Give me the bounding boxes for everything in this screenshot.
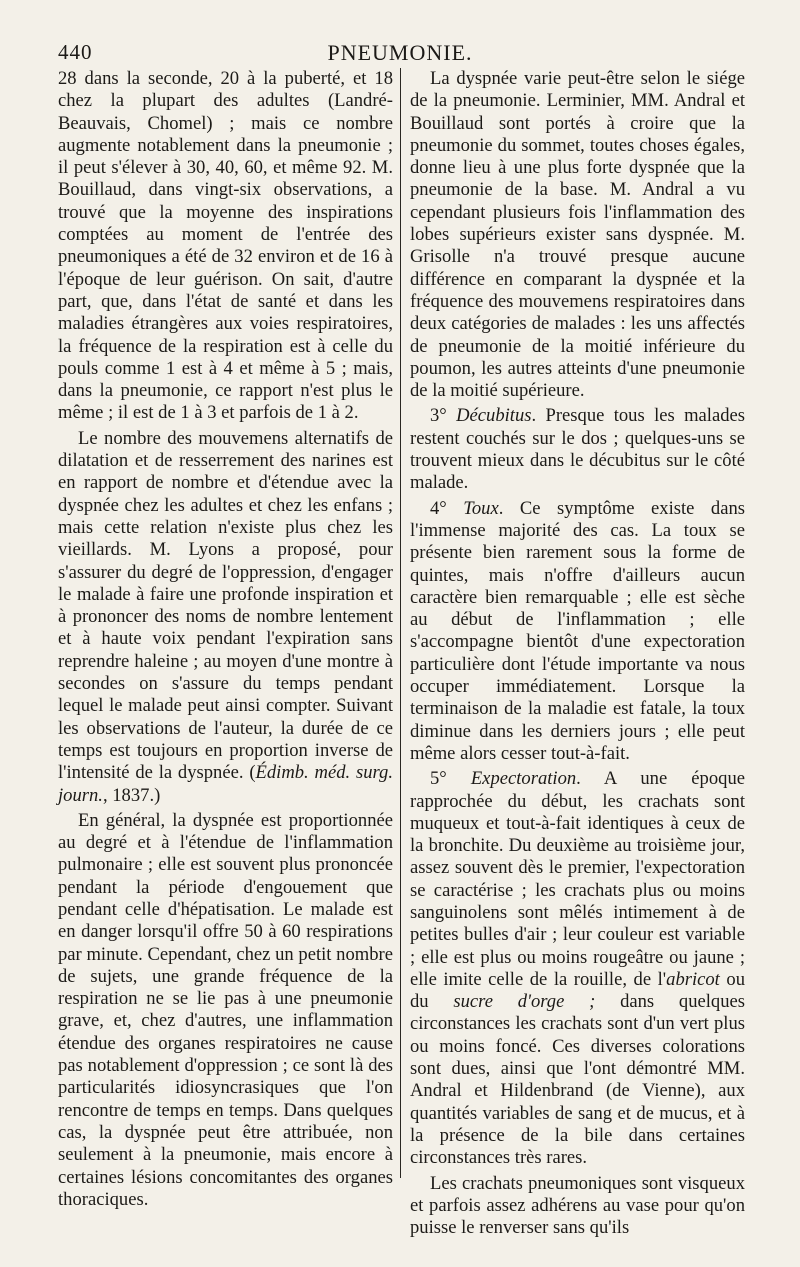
italic-term: abricot <box>666 968 720 990</box>
left-column <box>58 68 393 1214</box>
section-toux <box>410 498 745 766</box>
paragraph-text: . Ce symptôme existe dans l'immense majorité des cas. La toux se présente bien rarement sous la forme de quintes, mais n'offre d'ailleurs aucun caractère bien remarquable ; elle est sèche au début de l'inflammation ; elle s'accompagne bientôt d'une expectoration particulière dont l'étude importante va nous occuper immédiatement. Lorsque la terminaison de la maladie est fatale, la toux diminue dans les derniers jours ; elle peut même alors cesser tout-à-fait. <box>410 497 745 764</box>
paragraph-text: Le nombre des mouvemens alternatifs de dilatation et de resserrement des narines est en rapport de nombre et d'étendue avec la dyspnée chez les adultes et chez les enfans ; mais cette relation n'existe plus chez les vieillards. M. Lyons a proposé, pour s'assurer du degré de l'oppression, d'engager le malade à faire une profonde inspiration et à prononcer des noms de nombre lentement et à haute voix pendant l'expiration sans reprendre haleine ; au moyen d'une montre à secondes on s'assure du temps pendant lequel le malade peut ainsi compter. Suivant les observations de l'auteur, la durée de ce temps est toujours en proportion inverse de l'intensité de la dyspnée. ( <box>58 427 393 784</box>
section-heading: Expectoration <box>470 768 577 790</box>
citation-year: , 1837.) <box>102 784 161 806</box>
paragraph: 28 dans la seconde, 20 à la puberté, et 18 chez la plupart des adultes (Landré-Beauvais, Chomel) ; mais ce nombre augmente notablement dans la pneumonie ; il peut s'élever à 30, 40, 60, et même 92. M. Bouillaud, dans vingt-six observations, a trouvé que la moyenne des inspirations comptées au moment de l'entrée des pneumoniques a été de 32 environ et de 16 à l'époque de leur guérison. On sait, d'autre part, que, dans l'état de santé et dans les maladies étrangères aux voies respiratoires, la fréquence de la respiration est à celle du pouls comme 1 est à 4 et même à 5 ; mais, dans la pneumonie, ce rapport n'est plus le même ; il est de 1 à 3 et parfois de 1 à 2. <box>58 68 393 424</box>
section-expectoration <box>410 768 745 1169</box>
paragraph-text: dans quelques circonstances les crachats sont d'un vert plus ou moins foncé. Ces diverses colorations sont dues, ainsi que l'ont démontré MM. Andral et Hildenbrand (de Vienne), aux quantités variables de sang et de mucus, et à la présence de la bile dans certaines circonstances très rares. <box>410 991 745 1169</box>
book-page <box>56 40 744 1240</box>
section-heading: Toux <box>463 497 499 519</box>
section-number: 4° <box>430 497 464 519</box>
italic-term: sucre d'orge ; <box>453 991 596 1013</box>
right-column <box>410 68 745 1242</box>
citation: Édimb. méd. surg. journ. <box>58 762 393 806</box>
paragraph-text: . A une époque rapprochée du début, les crachats sont muqueux et tout-à-fait identiques à ceux de la bronchite. Du deuxième au troisième jour, assez souvent dès le premier, l'expectoration se caractérise ; les crachats plus ou moins sanguinolens sont mêlés intimement à de petites bulles d'air ; leur couleur est variable ; elle est plus ou moins rougeâtre ou jaune ; elle imite celle de la rouille, de l' <box>410 768 745 990</box>
page-header <box>56 40 744 68</box>
paragraph-text: ou du <box>410 968 745 1013</box>
text-columns <box>56 68 745 1239</box>
paragraph: Les crachats pneumoniques sont visqueux et parfois assez adhérens au vase pour qu'on puisse le renverser sans qu'ils <box>410 1172 745 1239</box>
running-title: PNEUMONIE. <box>327 40 473 65</box>
page-number: 440 <box>58 40 93 64</box>
paragraph: La dyspnée varie peut-être selon le siége de la pneumonie. Lerminier, MM. Andral et Bouillaud sont portés à croire que la pneumonie du sommet, toutes choses égales, donne lieu à une plus forte dyspnée que la pneumonie de la base. M. Andral a vu cependant plusieurs fois l'inflammation des lobes supérieurs exister sans dyspnée. M. Grisolle n'a trouvé presque aucune différence en comparant la dyspnée et la fréquence des mouvemens respiratoires dans deux catégories de malades : les uns affectés de pneumonie de la moitié inférieure du poumon, les autres atteints d'une pneumonie de la moitié supérieure. <box>410 68 745 402</box>
paragraph: En général, la dyspnée est proportionnée au degré et à l'étendue de l'inflammation pulmonaire ; elle est souvent plus prononcée pendant la période d'engouement que pendant celle d'hépatisation. Le malade est en danger lorsqu'il offre 50 à 60 respirations par minute. Cependant, chez un petit nombre de sujets, une grande fréquence de la respiration ne se lie pas à une pneumonie grave, et, chez d'autres, une inflammation étendue des organes respiratoires ne cause pas notablement d'oppression ; ce sont là des particularités idiosyncrasiques que l'on rencontre de temps en temps. Dans quelques cas, la dyspnée peut être attribuée, non seulement à la pneumonie, mais encore à certaines lésions concomitantes des organes thoraciques. <box>58 809 393 1210</box>
column-divider <box>400 68 401 1178</box>
paragraph-text: . Presque tous les malades restent couchés sur le dos ; quelques-uns se trouvent mieux dans le décubitus sur le côté malade. <box>410 405 745 494</box>
section-number: 3° <box>430 405 457 427</box>
section-number: 5° <box>430 768 471 790</box>
section-heading: Décubitus <box>456 405 532 427</box>
paragraph <box>58 428 393 807</box>
section-decubitus <box>410 405 745 494</box>
